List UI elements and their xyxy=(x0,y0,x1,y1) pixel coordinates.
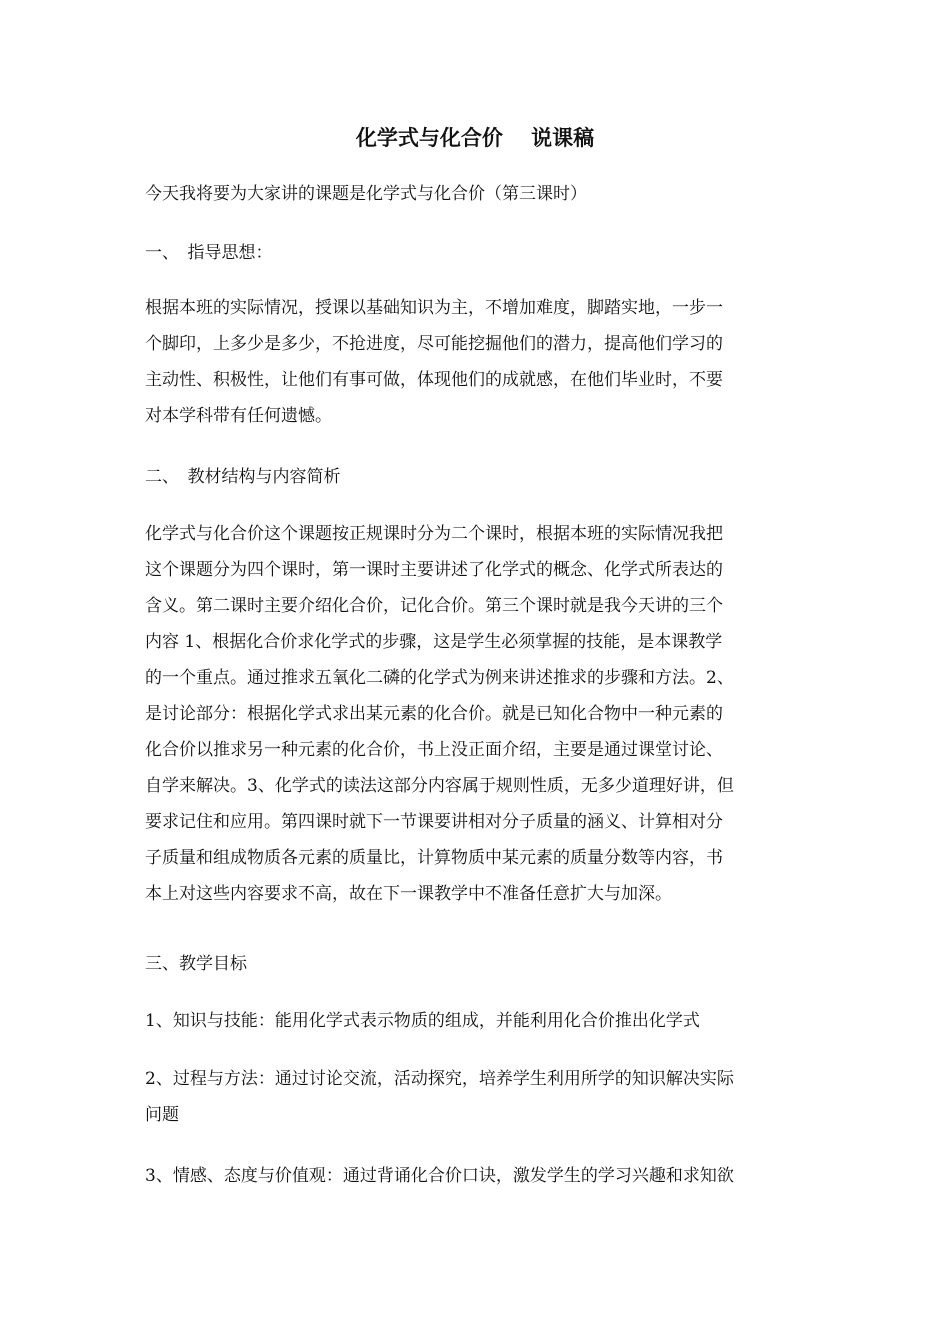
paragraph-line: 3、情感、态度与价值观：通过背诵化合价口诀，激发学生的学习兴趣和求知欲 xyxy=(145,1166,734,1186)
textbook-structure-paragraph xyxy=(145,516,810,912)
intro-line: 今天我将要为大家讲的课题是化学式与化合价（第三课时） xyxy=(145,184,587,204)
paragraph-line: 这个课题分为四个课时，第一课时主要讲述了化学式的概念、化学式所表达的 xyxy=(145,560,723,580)
paragraph-line: 含义。第二课时主要介绍化合价，记化合价。第三个课时就是我今天讲的三个 xyxy=(145,596,723,616)
section-heading: 二、 教材结构与内容简析 xyxy=(145,467,341,487)
paragraph-line: 的一个重点。通过推求五氧化二磷的化学式为例来讲述推求的步骤和方法。2、 xyxy=(145,668,734,688)
document-title: 化学式与化合价 说课稿 xyxy=(355,126,595,150)
goal-process-methods xyxy=(145,1061,810,1133)
guiding-idea-paragraph xyxy=(145,290,810,434)
paragraph-line: 主动性、积极性，让他们有事可做，体现他们的成就感，在他们毕业时，不要 xyxy=(145,370,723,390)
goal-knowledge-skills xyxy=(145,1003,810,1039)
goal-attitude-values xyxy=(145,1158,810,1194)
paragraph-line: 内容 1、根据化合价求化学式的步骤，这是学生必须掌握的技能，是本课教学 xyxy=(145,632,723,652)
section-heading: 一、 指导思想： xyxy=(145,243,273,263)
paragraph-line: 要求记住和应用。第四课时就下一节课要讲相对分子质量的涵义、计算相对分 xyxy=(145,812,723,832)
paragraph-line: 问题 xyxy=(145,1105,179,1125)
paragraph-line: 化合价以推求另一种元素的化合价，书上没正面介绍，主要是通过课堂讨论、 xyxy=(145,740,723,760)
paragraph-line: 子质量和组成物质各元素的质量比，计算物质中某元素的质量分数等内容，书 xyxy=(145,848,723,868)
paragraph-line: 对本学科带有任何遗憾。 xyxy=(145,406,332,426)
section-heading-guiding-idea xyxy=(145,235,810,271)
section-heading: 三、教学目标 xyxy=(145,954,247,974)
paragraph-line: 2、过程与方法：通过讨论交流，活动探究，培养学生利用所学的知识解决实际 xyxy=(145,1069,734,1089)
section-heading-teaching-goals xyxy=(145,946,810,982)
paragraph-line: 本上对这些内容要求不高，故在下一课教学中不准备任意扩大与加深。 xyxy=(145,884,672,904)
paragraph-line: 个脚印，上多少是多少，不抢进度，尽可能挖掘他们的潜力，提高他们学习的 xyxy=(145,334,723,354)
paragraph-line: 根据本班的实际情况，授课以基础知识为主，不增加难度，脚踏实地，一步一 xyxy=(145,298,723,318)
paragraph-line: 1、知识与技能：能用化学式表示物质的组成，并能利用化合价推出化学式 xyxy=(145,1011,700,1031)
section-heading-textbook-structure xyxy=(145,459,810,495)
paragraph-line: 是讨论部分：根据化学式求出某元素的化合价。就是已知化合物中一种元素的 xyxy=(145,704,723,724)
intro-paragraph xyxy=(145,176,810,212)
paragraph-line: 自学来解决。3、化学式的读法这部分内容属于规则性质，无多少道理好讲，但 xyxy=(145,776,734,796)
paragraph-line: 化学式与化合价这个课题按正规课时分为二个课时，根据本班的实际情况我把 xyxy=(145,524,723,544)
